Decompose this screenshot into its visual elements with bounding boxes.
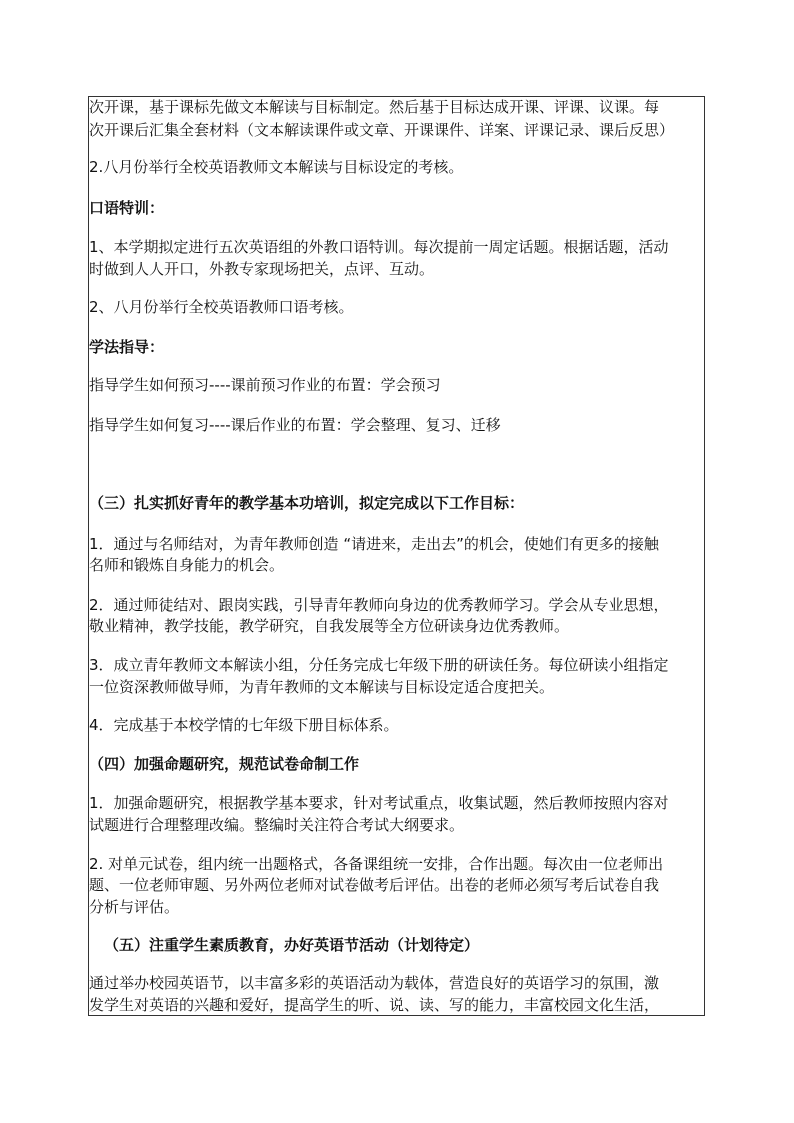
paragraph-line: 分析与评估。 — [89, 898, 180, 916]
paragraph-line: 次开课，基于课标先做文本解读与目标制定。然后基于目标达成开课、评课、议课。每 — [89, 98, 660, 116]
paragraph: 2.八月份举行全校英语教师文本解读与目标设定的考核。 — [89, 158, 464, 176]
paragraph-line: 1．加强命题研究，根据教学基本要求，针对考试重点，收集试题，然后教师按照内容对 — [89, 794, 669, 812]
paragraph-line: 1．通过与名师结对，为青年教师创造 “请进来，走出去”的机会，使她们有更多的接触 — [89, 535, 659, 553]
section-heading-study: 学法指导： — [89, 338, 165, 356]
paragraph-line: 2. 对单元试卷，组内统一出题格式，各备课组统一安排，合作出题。每次由一位老师出 — [89, 855, 664, 873]
section-heading-5: （五）注重学生素质教育，办好英语节活动（计划待定） — [104, 936, 480, 954]
paragraph-line: 一位资深教师做导师，为青年教师的文本解读与目标设定适合度把关。 — [89, 678, 555, 696]
section-heading-oral: 口语特训： — [89, 199, 165, 217]
section-heading-3: （三）扎实抓好青年的教学基本功培训，拟定完成以下工作目标： — [89, 494, 525, 512]
paragraph-line: 时做到人人开口，外教专家现场把关，点评、互动。 — [89, 260, 435, 278]
paragraph: 指导学生如何预习----课前预习作业的布置：学会预习 — [89, 376, 441, 394]
paragraph-line: 题、一位老师审题、另外两位老师对试卷做考后评估。出卷的老师必须写考后试卷自我 — [89, 876, 660, 894]
section-heading-4: （四）加强命题研究，规范试卷命制工作 — [89, 755, 360, 773]
paragraph: 4．完成基于本校学情的七年级下册目标体系。 — [89, 716, 399, 734]
paragraph-line: 敬业精神，教学技能，教学研究，自我发展等全方位研读身边优秀教师。 — [89, 617, 570, 635]
paragraph-line: 2．通过师徒结对、跟岗实践，引导青年教师向身边的优秀教师学习。学会从专业思想， — [89, 596, 669, 614]
paragraph-line: 通过举办校园英语节，以丰富多彩的英语活动为载体，营造良好的英语学习的氛围，激 — [89, 974, 660, 992]
paragraph: 指导学生如何复习----课后作业的布置：学会整理、复习、迁移 — [89, 416, 501, 434]
paragraph: 2、八月份举行全校英语教师口语考核。 — [89, 298, 354, 316]
paragraph-line: 3．成立青年教师文本解读小组，分任务完成七年级下册的研读任务。每位研读小组指定 — [89, 656, 669, 674]
paragraph-line: 次开课后汇集全套材料（文本解读课件或文章、开课课件、详案、评课记录、课后反思） — [89, 121, 675, 139]
paragraph-line: 1、本学期拟定进行五次英语组的外教口语特训。每次提前一周定话题。根据话题，活动 — [89, 238, 669, 256]
paragraph-line: 名师和锻炼自身能力的机会。 — [89, 556, 285, 574]
paragraph-line: 试题进行合理整理改编。整编时关注符合考试大纲要求。 — [89, 816, 465, 834]
paragraph-line: 发学生对英语的兴趣和爱好，提高学生的听、说、读、写的能力，丰富校园文化生活， — [89, 996, 660, 1014]
